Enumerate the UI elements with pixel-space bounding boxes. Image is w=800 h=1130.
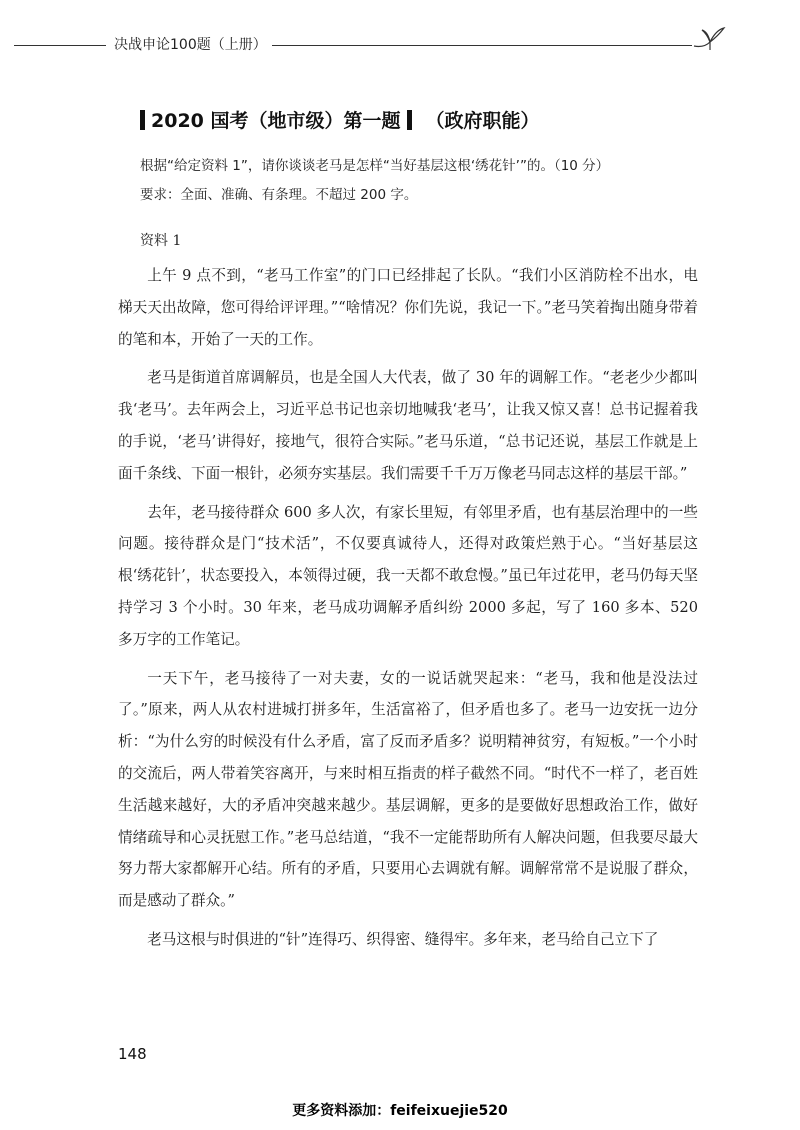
material-body (118, 260, 698, 963)
page-number: 148 (118, 1045, 147, 1063)
question-prompt: 根据“给定资料 1”，请你谈谈老马是怎样“当好基层这根‘绣花针’”的。（10 分） (140, 158, 610, 174)
section-title (140, 106, 540, 133)
header-rule-left (14, 45, 106, 46)
question-requirement: 要求：全面、准确、有条理。不超过 200 字。 (140, 187, 418, 203)
material-paragraph: 老马这根与时俱进的“针”连得巧、织得密、缝得牢。多年来，老马给自己立下了 (147, 930, 659, 948)
book-title: 决战申论100题（上册） (114, 37, 267, 53)
page-header (14, 30, 790, 60)
material-paragraph: 去年，老马接待群众 600 多人次，有家长里短，有邻里矛盾，也有基层治理中的一些问题。接待群众是门“技术活”，不仅要真诚待人，还得对政策烂熟于心。“当好基层这根‘绣花针’，状态要投入，本领得过硬，我一天都不敢怠慢。”虽已年过花甲，老马仍每天坚持学习 3 个小时。30 年来，老马成功调解矛盾纠纷 2000 多起，写了 160 多本、520 多万字的工作笔记。 (118, 503, 698, 648)
question-block (140, 152, 700, 210)
section-title-text: 2020 国考（地市级）第一题 (151, 110, 401, 132)
title-bar-right (407, 110, 412, 130)
header-rule-right (272, 45, 692, 46)
footer-note: 更多资料添加：feifeixuejie520 (292, 1103, 508, 1119)
title-bar-left (140, 110, 145, 130)
sprout-icon (690, 24, 730, 54)
material-paragraph: 老马是街道首席调解员，也是全国人大代表，做了 30 年的调解工作。“老老少少都叫我‘老马’。去年两会上，习近平总书记也亲切地喊我‘老马’，让我又惊又喜！总书记握着我的手说，‘老马’讲得好，接地气，很符合实际。”老马乐道，“总书记还说，基层工作就是上面千条线、下面一根针，必须夯实基层。我们需要千千万万像老马同志这样的基层干部。” (118, 369, 698, 482)
section-category: （政府职能） (425, 110, 540, 132)
material-paragraph: 上午 9 点不到，“老马工作室”的门口已经排起了长队。“我们小区消防栓不出水，电梯天天出故障，您可得给评评理。”“啥情况？你们先说，我记一下。”老马笑着掏出随身带着的笔和本，开始了一天的工作。 (118, 267, 698, 348)
material-paragraph: 一天下午，老马接待了一对夫妻，女的一说话就哭起来：“老马，我和他是没法过了。”原来，两人从农村进城打拼多年，生活富裕了，但矛盾也多了。老马一边安抚一边分析：“为什么穷的时候没有什么矛盾，富了反而矛盾多？说明精神贫穷，有短板。”一个小时的交流后，两人带着笑容离开，与来时相互指责的样子截然不同。“时代不一样了，老百姓生活越来越好，大的矛盾冲突越来越少。基层调解，更多的是要做好思想政治工作，做好情绪疏导和心灵抚慰工作。”老马总结道，“我不一定能帮助所有人解决问题，但我要尽最大努力帮大家都解开心结。所有的矛盾，只要用心去调就有解。调解常常不是说服了群众，而是感动了群众。” (118, 669, 698, 910)
material-label: 资料 1 (140, 233, 182, 249)
